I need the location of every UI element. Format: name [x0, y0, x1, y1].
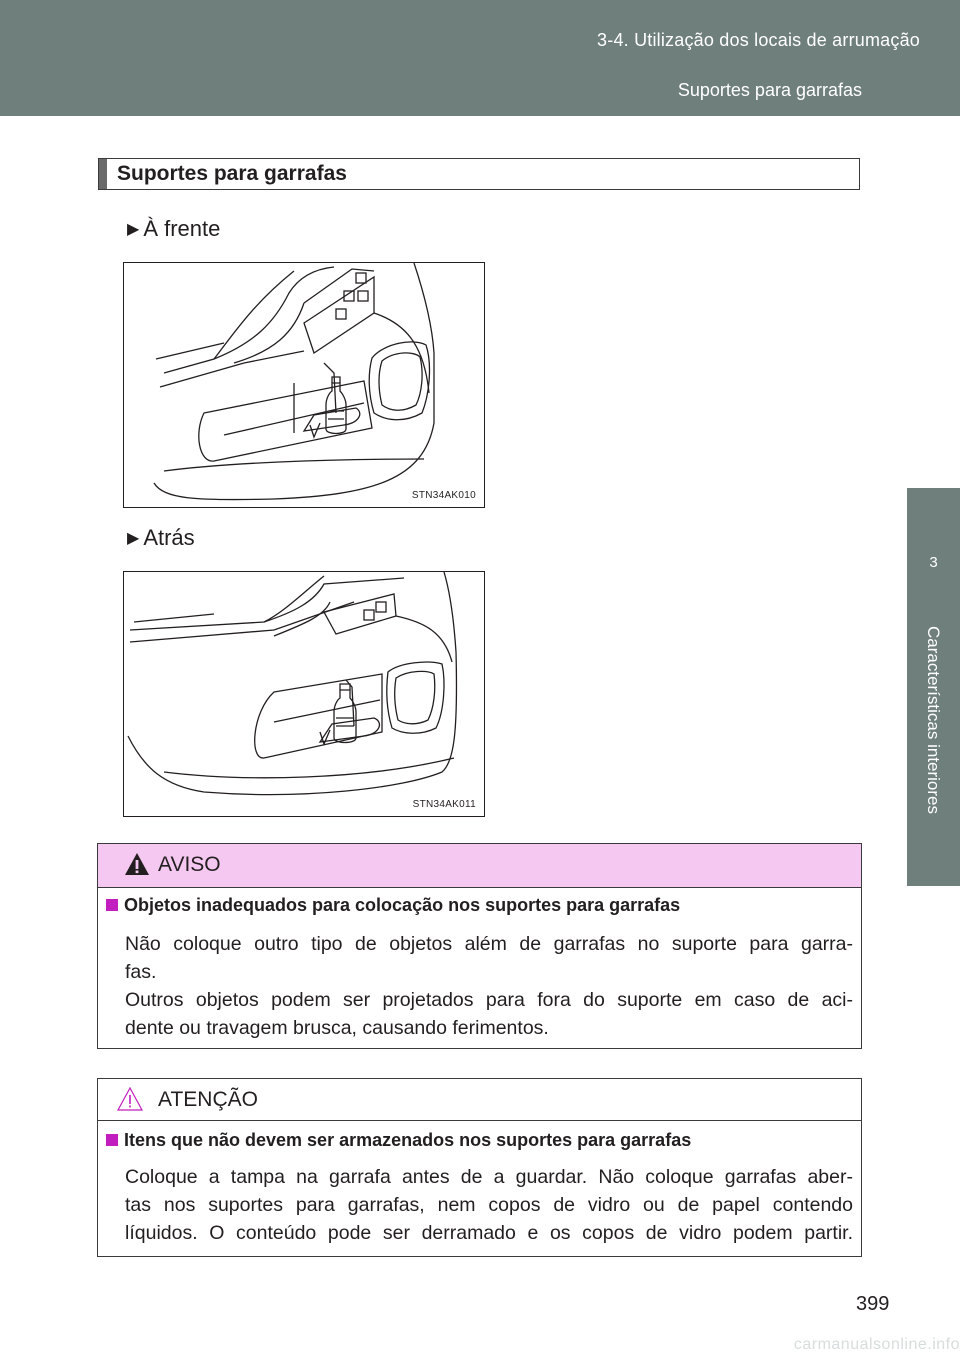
attention-body-line: Coloque a tampa na garrafa antes de a guardar. Não coloque garrafas aber-: [125, 1166, 853, 1188]
figure-rear-door: [123, 571, 485, 817]
warning-box: [97, 843, 862, 1049]
figure-label-front-text: À frente: [143, 216, 221, 241]
attention-title: [106, 1130, 691, 1151]
warning-triangle-icon: [124, 852, 150, 876]
warning-body: [125, 930, 853, 1042]
side-tab-number-text: 3: [929, 554, 938, 571]
side-tab-label: [907, 616, 960, 886]
watermark: carmanualsonline.info: [793, 1336, 960, 1353]
attention-body-line: tas nos suportes para garrafas, nem copos de vidro ou de papel contendo: [125, 1194, 853, 1216]
attention-triangle-icon: [116, 1086, 144, 1112]
section-heading-text: Suportes para garrafas: [117, 162, 347, 185]
figure-label-rear-text: Atrás: [143, 525, 195, 550]
warning-label: AVISO: [158, 853, 221, 876]
page-number: 399: [856, 1293, 890, 1315]
section-heading: [98, 158, 860, 190]
figure-front-code: STN34AK010: [411, 490, 476, 501]
warning-body-line: Outros objetos podem ser projetados para fora do suporte em caso de aci-: [125, 989, 853, 1011]
warning-body-line: dente ou travagem brusca, causando ferimentos.: [125, 1017, 549, 1039]
warning-title-text: Objetos inadequados para colocação nos suportes para garrafas: [124, 895, 681, 915]
figure-front-door: [123, 262, 485, 508]
figure-label-front: [127, 216, 220, 242]
triangle-bullet-icon: ▶: [127, 221, 140, 238]
attention-square-icon: [106, 1134, 118, 1146]
attention-box: [97, 1078, 862, 1257]
attention-title-text: Itens que não devem ser armazenados nos suportes para garrafas: [124, 1130, 692, 1150]
section-heading-bar: [99, 159, 107, 189]
triangle-bullet-icon: ▶: [127, 530, 140, 547]
header-section-title: Suportes para garrafas: [677, 80, 862, 100]
attention-body-line: líquidos. O conteúdo pode ser derramado e os copos de vidro podem partir.: [125, 1222, 853, 1244]
warning-header: [98, 844, 861, 888]
header-chapter-title: 3-4. Utilização dos locais de arrumação: [597, 30, 920, 50]
attention-body: [125, 1163, 853, 1247]
figure-label-rear: [127, 525, 195, 551]
rear-door-illustration: [124, 572, 484, 816]
front-door-illustration: [124, 263, 484, 507]
attention-label: ATENÇÃO: [158, 1088, 258, 1111]
figure-rear-code: STN34AK011: [412, 799, 476, 810]
warning-body-line: Não coloque outro tipo de objetos além de garrafas no suporte para garra-: [125, 933, 853, 955]
side-tab-label-text: Características interiores: [924, 626, 943, 815]
side-tab-number: [907, 488, 960, 616]
warning-square-icon: [106, 899, 118, 911]
warning-title: [106, 895, 680, 916]
warning-body-line: fas.: [125, 961, 157, 983]
attention-header: [98, 1079, 861, 1121]
